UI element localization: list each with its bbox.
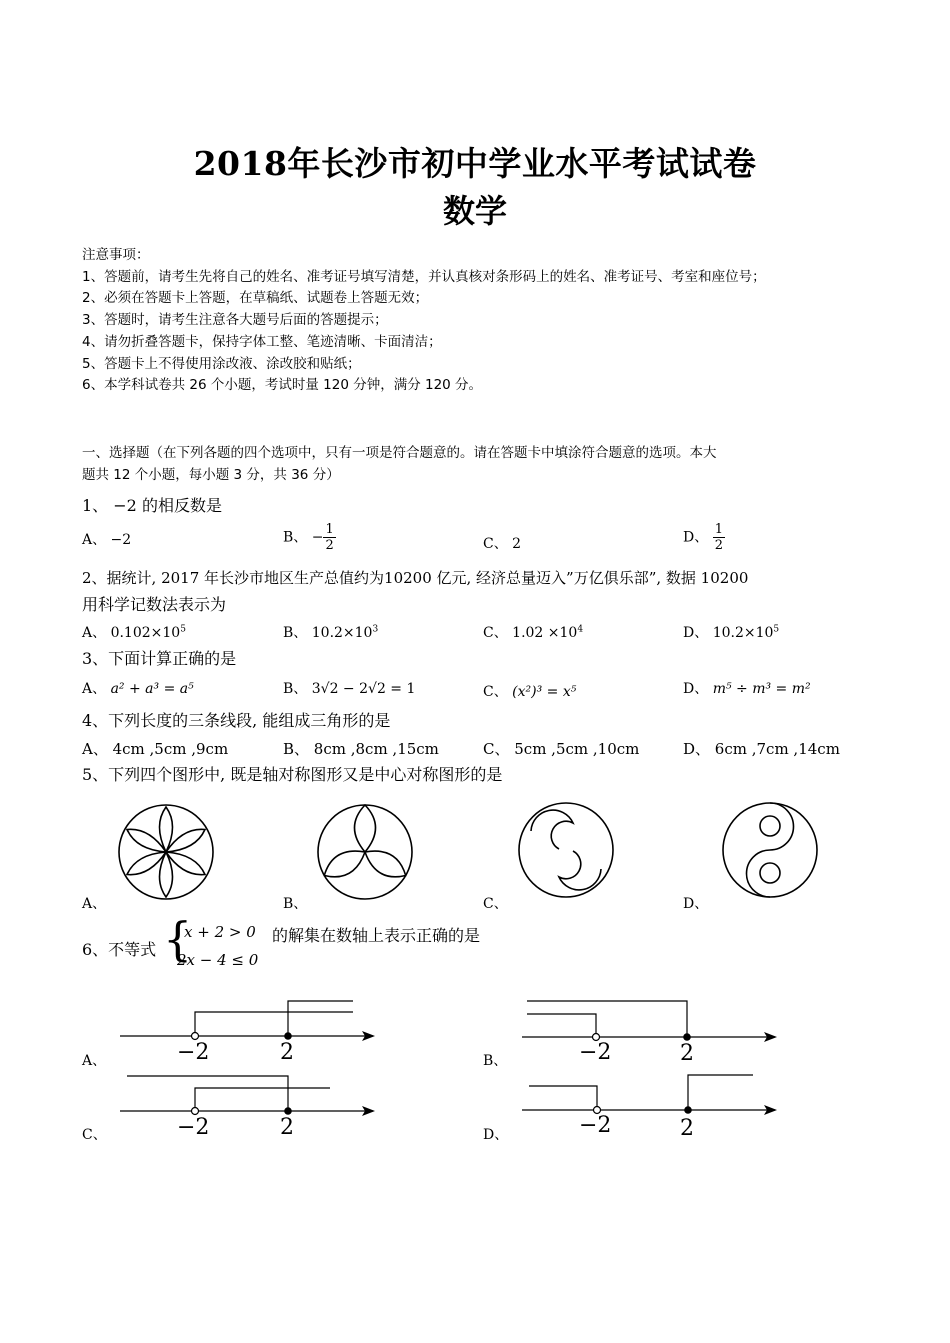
q6-number-line-a	[115, 995, 385, 1065]
q1-d-denominator: 2	[714, 538, 723, 553]
q1-option-b-prefix: B、 −	[283, 529, 324, 546]
q3-option-a	[82, 678, 194, 698]
q2-option-c	[483, 622, 583, 642]
q2-stem-line1: 2、据统计, 2017 年长沙市地区生产总值约为10200 亿元, 经济总量迈入”万亿俱乐部”, 数据 10200	[82, 569, 749, 587]
q6-inequality-1: x + 2 > 0	[184, 923, 256, 941]
q2-c-label: C、	[483, 625, 508, 641]
q1-option-a: A、 −2	[82, 532, 132, 548]
q3-stem: 3、下面计算正确的是	[82, 649, 237, 668]
q2-a-label: A、	[82, 625, 107, 641]
q3-option-b	[283, 678, 415, 698]
q1-option-d	[683, 522, 725, 553]
q6-b-tick-pos: 2	[680, 1041, 694, 1066]
q6-c-tick-neg: −2	[177, 1115, 210, 1140]
q3-c-label: C、	[483, 684, 508, 700]
q2-c-exp: 4	[577, 624, 584, 635]
q6-number-line-d	[517, 1070, 787, 1140]
q6-number-line-b	[517, 995, 787, 1065]
q3-b-label: B、	[283, 681, 308, 697]
q1-option-d-prefix: D、	[683, 529, 709, 546]
q4-option-c: C、 5cm ,5cm ,10cm	[483, 740, 640, 758]
q1-option-c: C、 2	[483, 536, 522, 552]
q2-b-base: 10.2×10	[311, 625, 373, 641]
q5-option-b: B、	[283, 896, 308, 912]
q6-number-line-c	[115, 1070, 385, 1140]
notice-block	[82, 245, 872, 397]
q6-d-tick-neg: −2	[579, 1113, 612, 1138]
q6-option-b: B、	[483, 1053, 508, 1069]
q1-b-numerator: 1	[325, 522, 334, 537]
q3-c-expr: (x²)³ = x⁵	[512, 684, 577, 700]
section-heading	[82, 443, 872, 486]
q5-figure-c-swirl	[517, 801, 615, 899]
q3-d-expr: m⁵ ÷ m³ = m²	[712, 681, 811, 697]
q4-option-d: D、 6cm ,7cm ,14cm	[683, 740, 840, 758]
q3-b-expr: 3√2 − 2√2 = 1	[311, 681, 416, 697]
q5-option-a: A、	[82, 896, 107, 912]
q2-d-label: D、	[683, 625, 709, 641]
q3-d-label: D、	[683, 681, 709, 697]
q1-option-d-fraction	[713, 522, 725, 553]
q2-a-base: 0.102×10	[110, 625, 181, 641]
q1-stem: 1、 −2 的相反数是	[82, 496, 222, 515]
q6-stem-prefix: 6、不等式	[82, 940, 157, 959]
q5-option-c: C、	[483, 896, 508, 912]
subject-title: 数学	[442, 192, 507, 230]
q2-b-label: B、	[283, 625, 308, 641]
q5-figure-a-flower-six-petals	[117, 803, 215, 901]
q2-b-exp: 3	[372, 624, 379, 635]
q6-option-c: C、	[82, 1127, 107, 1143]
q4-stem: 4、下列长度的三条线段, 能组成三角形的是	[82, 711, 391, 730]
q3-option-c	[483, 681, 576, 701]
q6-option-a: A、	[82, 1053, 107, 1069]
section-heading-line2: 题共 12 个小题，每小题 3 分，共 36 分）	[82, 466, 340, 483]
exam-title: 2018年长沙市初中学业水平考试试卷	[193, 144, 757, 183]
q6-inequality-2: 2x − 4 ≤ 0	[177, 951, 259, 969]
q6-system-brace: {	[163, 912, 193, 966]
q5-option-d: D、	[683, 896, 709, 912]
q6-a-tick-neg: −2	[177, 1040, 210, 1065]
q2-d-base: 10.2×10	[712, 625, 774, 641]
q6-c-tick-pos: 2	[280, 1115, 294, 1140]
q3-a-label: A、	[82, 681, 107, 697]
q6-d-tick-pos: 2	[680, 1116, 694, 1141]
q2-c-base: 1.02 ×10	[512, 625, 578, 641]
q6-b-tick-neg: −2	[579, 1040, 612, 1065]
q3-a-expr: a² + a³ = a⁵	[110, 681, 194, 697]
notice-item-2: 2、必须在答题卡上答题，在草稿纸、试题卷上答题无效；	[82, 290, 429, 307]
notice-item-5: 5、答题卡上不得使用涂改液、涂改胶和贴纸；	[82, 355, 361, 372]
q1-option-b	[283, 522, 336, 553]
q1-option-b-fraction	[323, 522, 335, 553]
notice-heading: 注意事项：	[82, 247, 150, 263]
q6-option-d: D、	[483, 1127, 509, 1143]
q4-option-a: A、 4cm ,5cm ,9cm	[82, 740, 229, 758]
q2-stem-line2: 用科学记数法表示为	[82, 595, 227, 614]
q6-a-tick-pos: 2	[280, 1040, 294, 1065]
notice-item-3: 3、答题时，请考生注意各大题号后面的答题提示；	[82, 312, 388, 329]
q2-option-a	[82, 622, 186, 642]
q1-b-denominator: 2	[325, 538, 334, 553]
q2-d-exp: 5	[773, 624, 780, 635]
q2-option-d	[683, 622, 779, 642]
q5-figure-b-three-petals	[316, 803, 414, 901]
q3-option-d	[683, 678, 811, 698]
notice-item-6: 6、本学科试卷共 26 个小题，考试时量 120 分钟，满分 120 分。	[82, 377, 483, 394]
q6-stem-suffix: 的解集在数轴上表示正确的是	[272, 926, 481, 945]
q2-a-exp: 5	[180, 624, 186, 635]
q5-stem: 5、下列四个图形中, 既是轴对称图形又是中心对称图形的是	[82, 765, 503, 784]
q4-option-b: B、 8cm ,8cm ,15cm	[283, 740, 439, 758]
q5-figure-d-yin-yang	[721, 801, 819, 899]
notice-item-1: 1、答题前，请考生先将自己的姓名、准考证号填写清楚，并认真核对条形码上的姓名、准考证号、考室和座位号；	[82, 268, 766, 285]
q2-option-b	[283, 622, 378, 642]
section-heading-line1: 一、选择题（在下列各题的四个选项中，只有一项是符合题意的。请在答题卡中填涂符合题意的选项。本大	[82, 445, 717, 461]
notice-item-4: 4、请勿折叠答题卡，保持字体工整、笔迹清晰、卡面清洁；	[82, 333, 442, 350]
q1-d-numerator: 1	[714, 522, 723, 537]
